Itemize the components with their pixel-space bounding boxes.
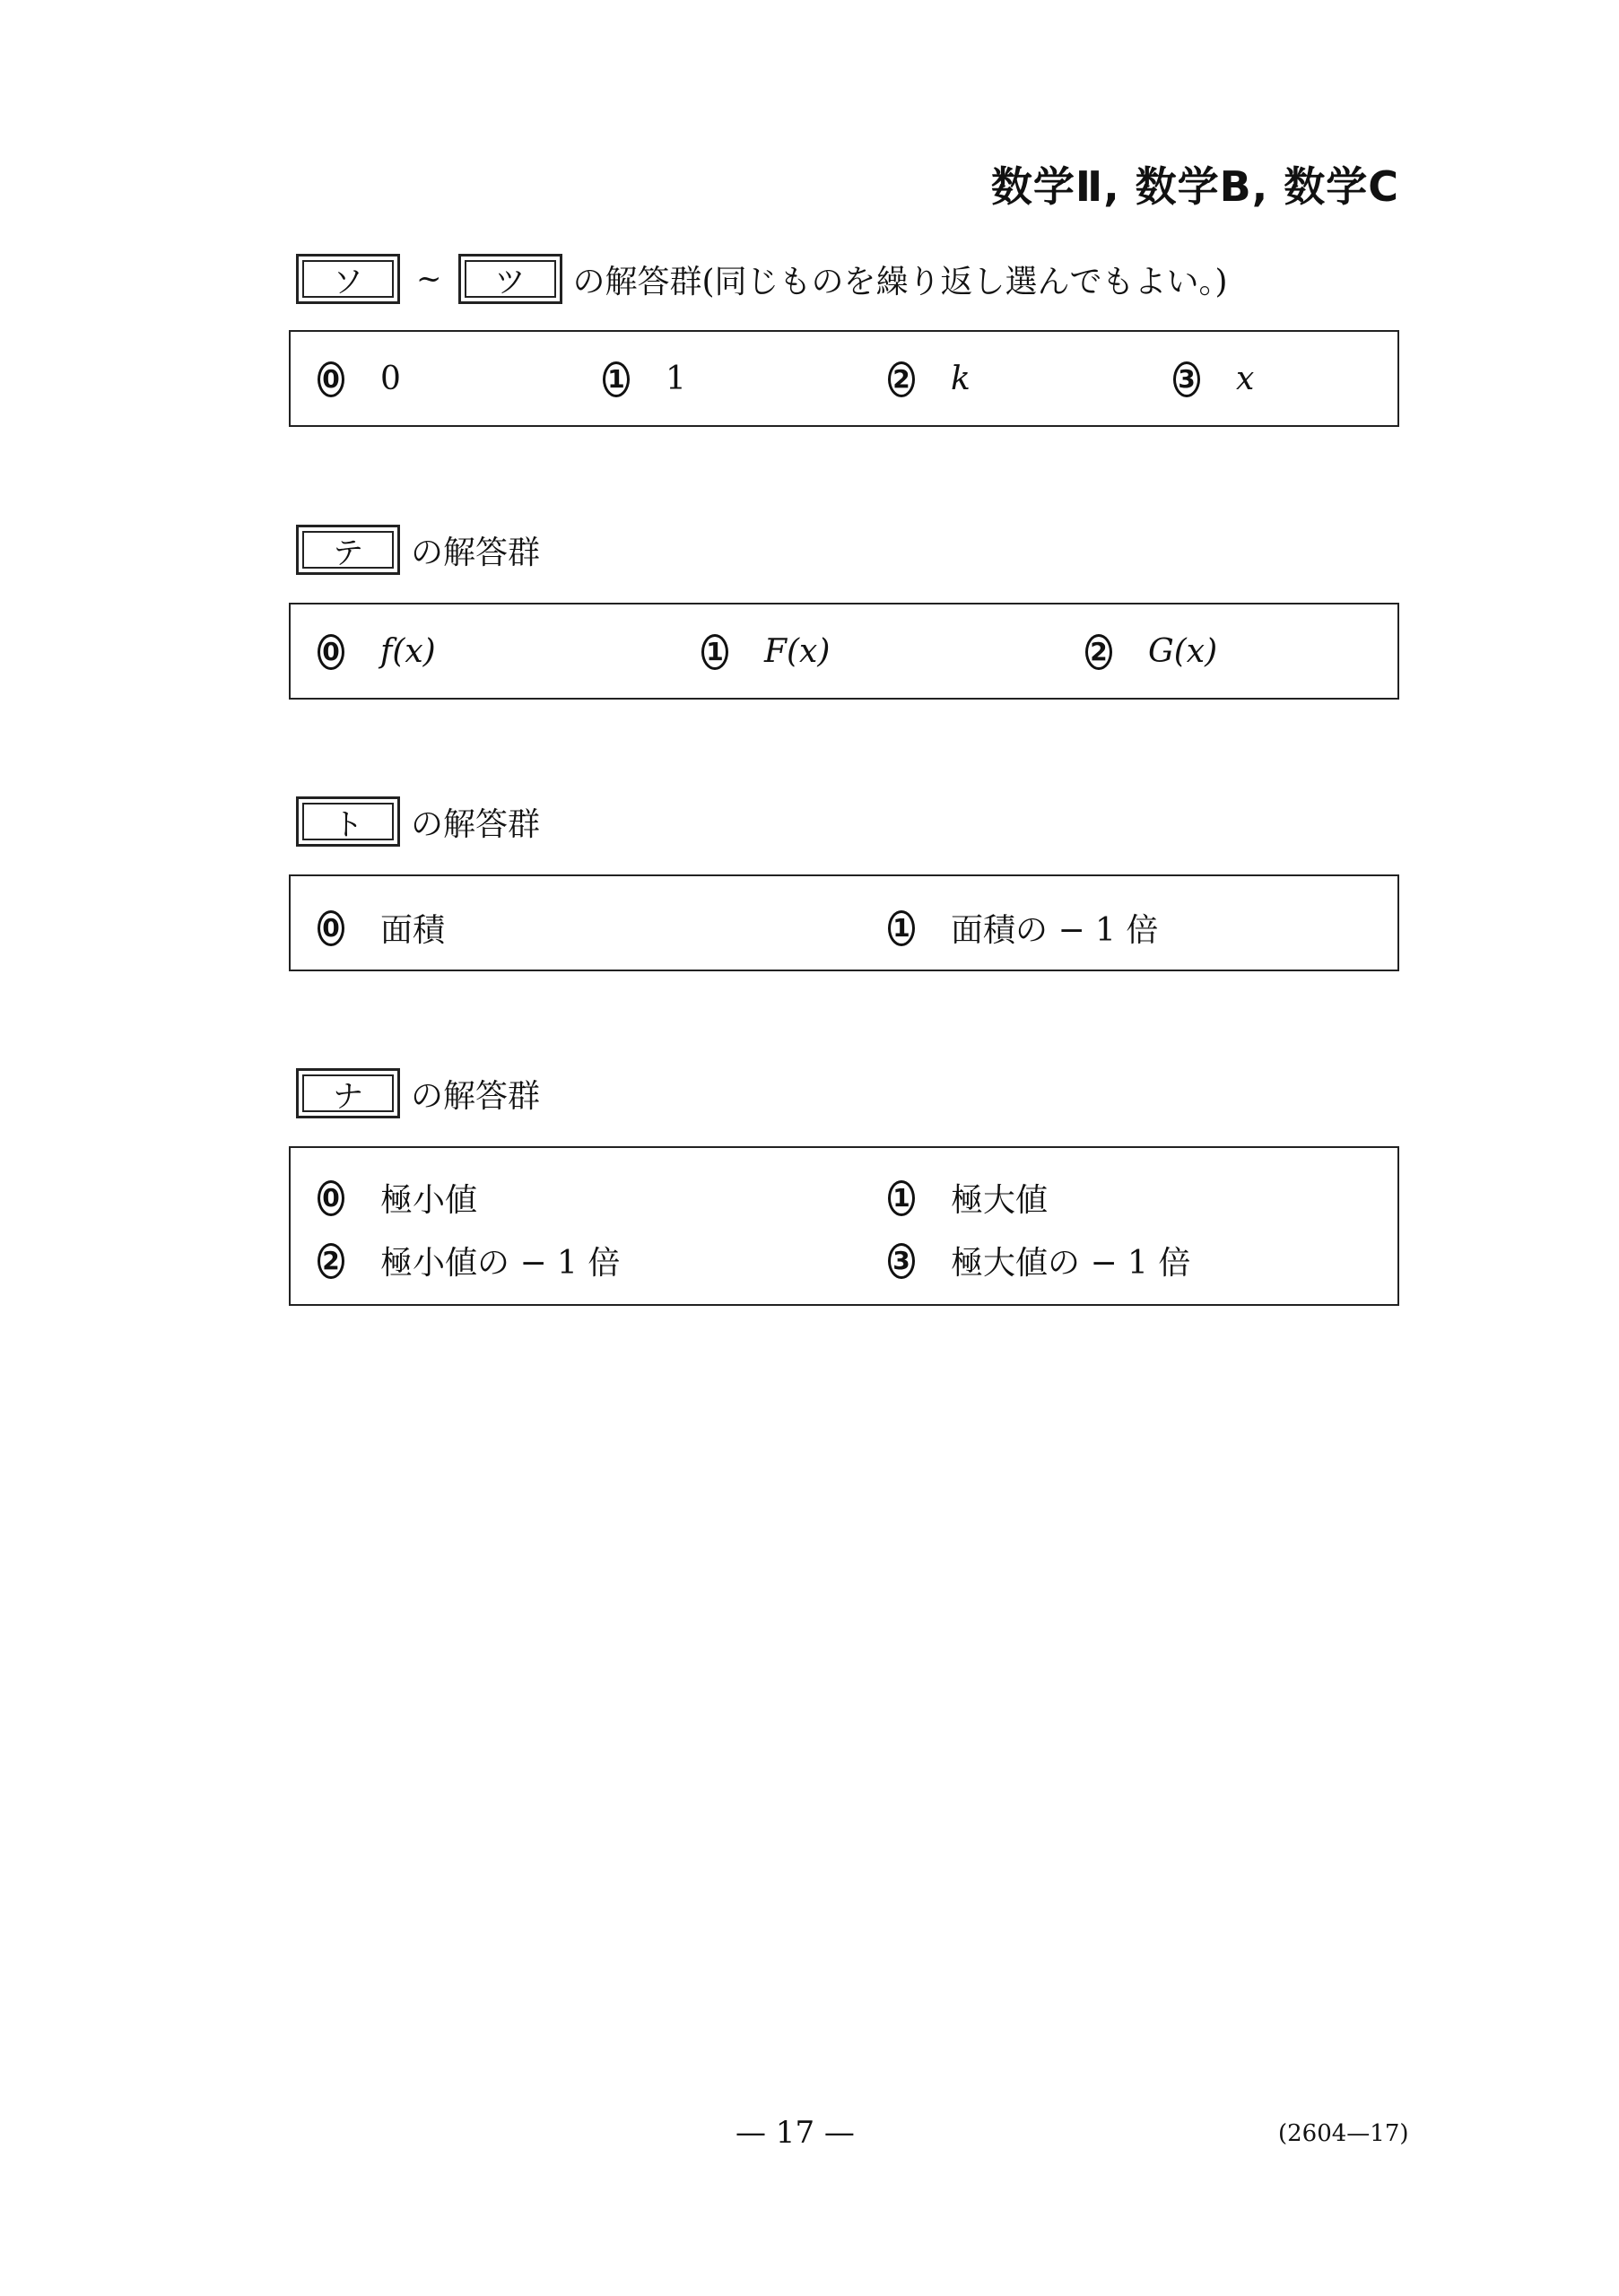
- answer-choices-box: [289, 1146, 1399, 1306]
- choice-number-3: 3: [1173, 361, 1200, 397]
- choice-option: [318, 633, 436, 670]
- document-code: (2604—17): [1278, 2120, 1409, 2147]
- page-number: — 17 —: [736, 2115, 855, 2151]
- answer-blank-tsu: ツ: [458, 254, 562, 304]
- choice-text: 極大値: [951, 1182, 1049, 1219]
- choice-text: f(x): [380, 633, 436, 670]
- choice-number-3: 3: [888, 1243, 915, 1279]
- answer-blank-na: ナ: [296, 1068, 400, 1118]
- choice-option: [318, 1175, 477, 1221]
- choice-number-2: 2: [888, 361, 915, 397]
- range-tilde: ~: [416, 261, 442, 297]
- subject-title: 数学Ⅱ, 数学B, 数学C: [990, 162, 1399, 211]
- group-header-te: [296, 522, 540, 578]
- choice-option: [888, 1175, 1048, 1221]
- choice-text: 極小値の − 1 倍: [380, 1245, 621, 1282]
- choice-number-1: 1: [888, 910, 915, 946]
- choice-option: [701, 633, 830, 670]
- choice-number-2: 2: [318, 1243, 344, 1279]
- choice-text: 面積: [380, 912, 446, 949]
- choice-text: 1: [666, 361, 686, 397]
- choice-text: 極小値: [380, 1182, 478, 1219]
- choice-option: [888, 361, 971, 397]
- choice-option: [888, 1238, 1190, 1283]
- choice-number-2: 2: [1085, 634, 1112, 670]
- choice-number-0: 0: [318, 910, 344, 946]
- answer-blank-so: ソ: [296, 254, 400, 304]
- answer-choices-box: [289, 330, 1399, 427]
- answer-choices-box: [289, 874, 1399, 971]
- group-header-to: [296, 794, 540, 849]
- choice-text: 0: [380, 361, 401, 397]
- group-label: の解答群(同じものを繰り返し選んでもよい。): [572, 263, 1228, 300]
- choice-option: [318, 905, 445, 951]
- group-label: の解答群: [411, 805, 541, 843]
- choice-text: k: [951, 361, 971, 397]
- choice-option: [318, 361, 401, 397]
- answer-choices-box: [289, 603, 1399, 700]
- group-header-so-tsu: [296, 251, 1228, 307]
- choice-option: [1085, 633, 1217, 670]
- choice-text: 極大値の − 1 倍: [951, 1245, 1191, 1282]
- choice-option: [888, 905, 1158, 951]
- group-label: の解答群: [411, 1077, 541, 1115]
- answer-blank-to: ト: [296, 796, 400, 847]
- answer-blank-te: テ: [296, 525, 400, 575]
- group-header-na: [296, 1065, 540, 1121]
- group-label: の解答群: [411, 534, 541, 571]
- choice-text: F(x): [764, 633, 831, 670]
- choice-number-0: 0: [318, 634, 344, 670]
- choice-option: [603, 361, 686, 397]
- choice-number-0: 0: [318, 361, 344, 397]
- choice-option: [318, 1238, 620, 1283]
- choice-text: 面積の − 1 倍: [951, 912, 1159, 949]
- choice-option: [1173, 361, 1254, 397]
- choice-text: G(x): [1148, 633, 1218, 670]
- choice-number-1: 1: [888, 1180, 915, 1216]
- choice-text: x: [1236, 361, 1255, 397]
- choice-number-0: 0: [318, 1180, 344, 1216]
- choice-number-1: 1: [603, 361, 630, 397]
- choice-number-1: 1: [701, 634, 728, 670]
